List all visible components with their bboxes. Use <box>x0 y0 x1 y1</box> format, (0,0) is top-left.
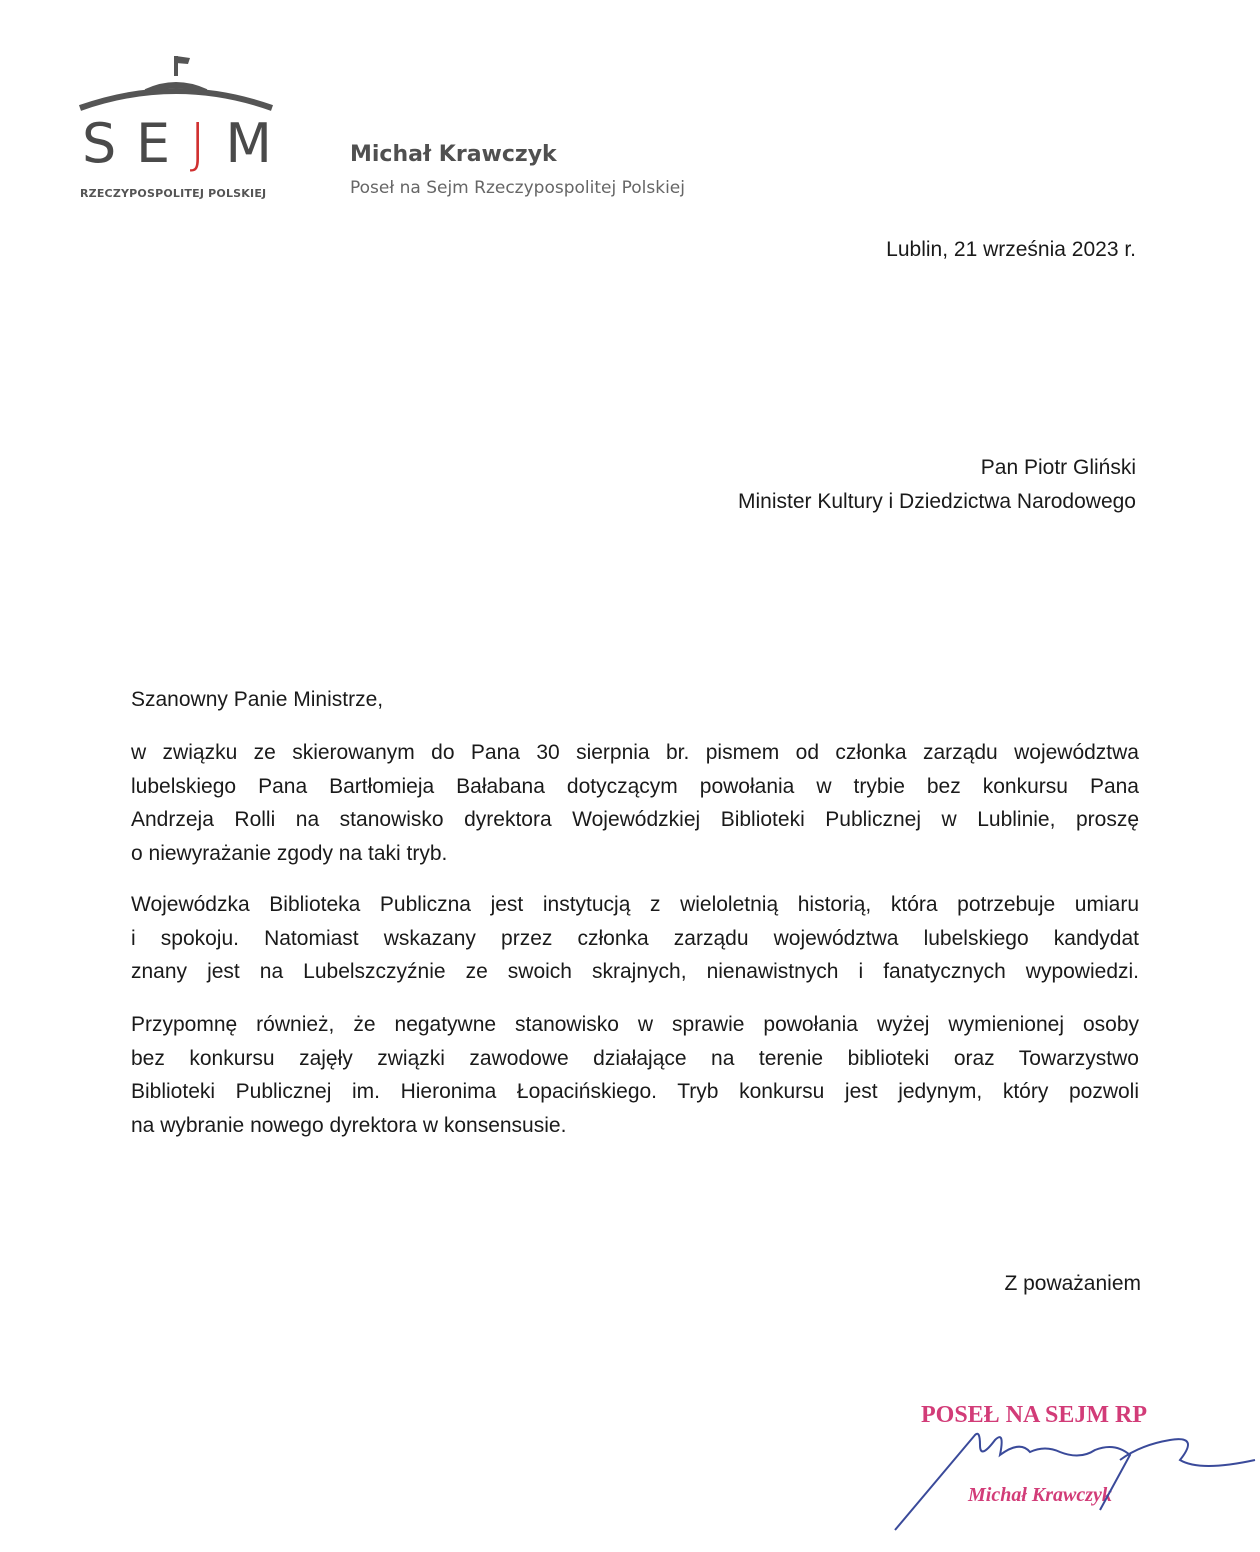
date-line: Lublin, 21 września 2023 r. <box>886 238 1136 261</box>
logo-letter: E <box>135 112 171 175</box>
text-line: na wybranie nowego dyrektora w konsensusie. <box>131 1113 567 1137</box>
text-line: o niewyrażanie zgody na taki tryb. <box>131 841 448 865</box>
sender-name: Michał Krawczyk <box>350 142 557 167</box>
text-line: lubelskiego Pana Bartłomieja Bałabana dotyczącym powołania w trybie bez konkursu Pana <box>131 774 1139 798</box>
text-line: i spokoju. Natomiast wskazany przez członka zarządu województwa lubelskiego kandydat <box>131 926 1139 950</box>
paragraph-2 <box>131 888 1139 989</box>
logo-letters <box>82 112 272 175</box>
text-line: bez konkursu zajęły związki zawodowe działające na terenie biblioteki oraz Towarzystwo <box>131 1046 1139 1070</box>
logo-letter: M <box>225 112 272 175</box>
paragraph-3 <box>131 1008 1139 1142</box>
logo-letter: J <box>189 112 206 175</box>
recipient-name: Pan Piotr Gliński <box>980 456 1136 479</box>
text-line: Wojewódzka Biblioteka Publiczna jest instytucją z wieloletnią historią, która potrzebuje umiaru <box>131 893 1139 916</box>
paragraph-1 <box>131 736 1139 870</box>
greeting: Szanowny Panie Ministrze, <box>131 688 384 711</box>
logo-subtitle: RZECZYPOSPOLITEJ POLSKIEJ <box>80 187 267 200</box>
sejm-logo <box>76 52 276 212</box>
stamp-name: Michał Krawczyk <box>968 1484 1112 1506</box>
recipient-title: Minister Kultury i Dziedzictwa Narodowego <box>738 490 1136 513</box>
text-line: Przypomnę również, że negatywne stanowisko w sprawie powołania wyżej wymienionej osoby <box>131 1013 1139 1036</box>
text-line: znany jest na Lubelszczyźnie ze swoich skrajnych, nienawistnych i fanatycznych wypowiedzi. <box>131 960 1139 983</box>
stamp-title: POSEŁ NA SEJM RP <box>921 1402 1148 1428</box>
text-line: Biblioteki Publicznej im. Hieronima Łopacińskiego. Tryb konkursu jest jedynym, który pozwoli <box>131 1080 1139 1103</box>
logo-letter: S <box>82 112 117 175</box>
text-line: Andrzeja Rolli na stanowisko dyrektora Wojewódzkiej Biblioteki Publicznej w Lublinie, proszę <box>131 808 1139 831</box>
closing: Z poważaniem <box>1004 1272 1141 1295</box>
text-line: w związku ze skierowanym do Pana 30 sierpnia br. pismem od członka zarządu województwa <box>131 741 1139 764</box>
signature <box>880 1400 1260 1550</box>
sender-role: Poseł na Sejm Rzeczypospolitej Polskiej <box>350 178 685 198</box>
